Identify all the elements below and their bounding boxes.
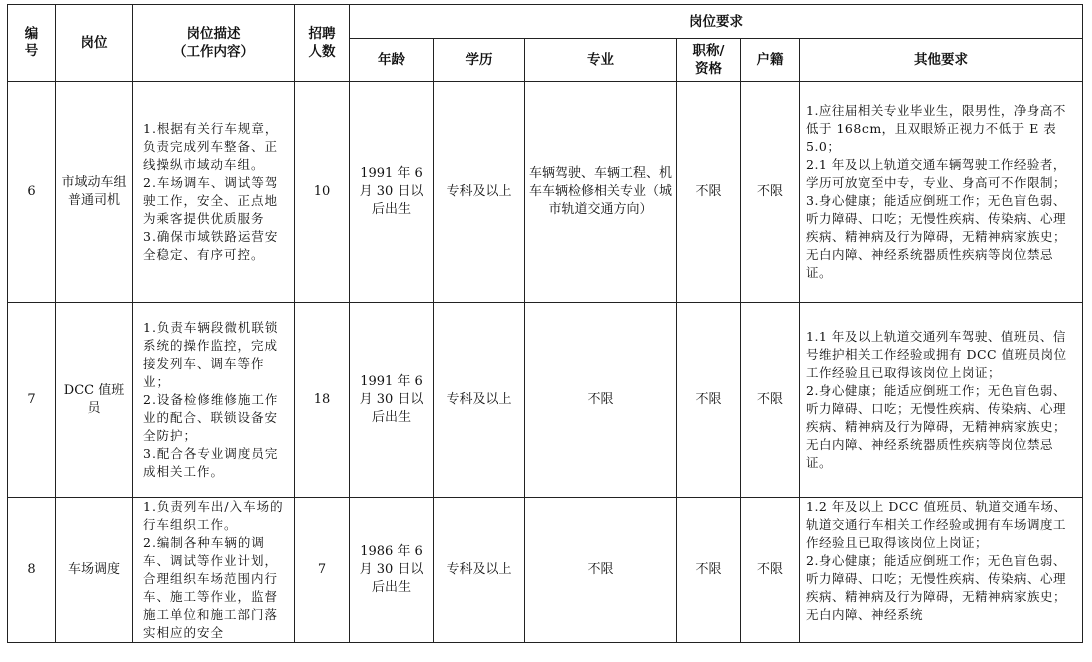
cell-hukou: 不限 <box>741 82 800 303</box>
cell-desc: 1.负责列车出/入车场的行车组织工作。 2.编制各种车辆的调车、调试等作业计划，合理组织车场范围内行车、施工等作业，监督施工单位和施工部门落实相应的安全 <box>133 498 295 643</box>
header-hukou: 户籍 <box>741 39 800 82</box>
cell-count: 7 <box>295 498 350 643</box>
table-row <box>8 303 1083 498</box>
cell-post: 车场调度 <box>56 498 133 643</box>
cell-other: 1.2 年及以上 DCC 值班员、轨道交通车场、轨道交通行车相关工作经验或拥有车场调度工作经验且已取得该岗位上岗证； 2.身心健康；能适应倒班工作；无色盲色弱、听力障碍、口吃；无慢性疾病、传染病、心理疾病、精神病及行为障碍，无精神病家族史；无白内障、神经系统 <box>800 498 1083 643</box>
header-count: 招聘 人数 <box>295 5 350 82</box>
cell-other: 1.1 年及以上轨道交通列车驾驶、值班员、信号维护相关工作经验或拥有 DCC 值班员岗位工作经验且已取得该岗位上岗证； 2.身心健康；能适应倒班工作；无色盲色弱、听力障碍、口吃；无慢性疾病、传染病、心理疾病、精神病及行为障碍，无精神病家族史；无白内障、神经系统器质性疾病等岗位禁忌证。 <box>800 303 1083 498</box>
cell-desc: 1.负责车辆段微机联锁系统的操作监控，完成接发列车、调车等作业； 2.设备检修维修施工作业的配合、联锁设备安全防护； 3.配合各专业调度员完成相关工作。 <box>133 303 295 498</box>
cell-major: 不限 <box>525 303 677 498</box>
table-row <box>8 82 1083 303</box>
cell-other: 1.应往届相关专业毕业生，限男性，净身高不低于 168cm，且双眼矫正视力不低于 E 表 5.0； 2.1 年及以上轨道交通车辆驾驶工作经验者，学历可放宽至中专，专业、身高可不作限制； 3.身心健康；能适应倒班工作；无色盲色弱、听力障碍、口吃；无慢性疾病、传染病、心理疾病、精神病及行为障碍，无精神病家族史；无白内障、神经系统器质性疾病等岗位禁忌证。 <box>800 82 1083 303</box>
header-requirements: 岗位要求 <box>350 5 1083 39</box>
cell-title: 不限 <box>677 82 741 303</box>
cell-education: 专科及以上 <box>434 82 525 303</box>
cell-title: 不限 <box>677 303 741 498</box>
header-other: 其他要求 <box>800 39 1083 82</box>
header-title: 职称/ 资格 <box>677 39 741 82</box>
cell-major: 车辆驾驶、车辆工程、机车车辆检修相关专业（城市轨道交通方向） <box>525 82 677 303</box>
header-no: 编号 <box>8 5 56 82</box>
cell-no: 8 <box>8 498 56 643</box>
cell-hukou: 不限 <box>741 303 800 498</box>
cell-age: 1991 年 6 月 30 日以后出生 <box>350 82 434 303</box>
header-major: 专业 <box>525 39 677 82</box>
cell-count: 10 <box>295 82 350 303</box>
cell-education: 专科及以上 <box>434 303 525 498</box>
cell-hukou: 不限 <box>741 498 800 643</box>
cell-desc: 1.根据有关行车规章，负责完成列车整备、正线操纵市域动车组。 2.车场调车、调试等驾驶工作，安全、正点地为乘客提供优质服务 3.确保市域铁路运营安全稳定、有序可控。 <box>133 82 295 303</box>
cell-major: 不限 <box>525 498 677 643</box>
cell-count: 18 <box>295 303 350 498</box>
cell-post: 市域动车组普通司机 <box>56 82 133 303</box>
cell-no: 7 <box>8 303 56 498</box>
header-desc: 岗位描述 （工作内容） <box>133 5 295 82</box>
cell-age: 1986 年 6 月 30 日以后出生 <box>350 498 434 643</box>
recruitment-table <box>7 4 1083 643</box>
table-row <box>8 498 1083 643</box>
cell-no: 6 <box>8 82 56 303</box>
header-education: 学历 <box>434 39 525 82</box>
cell-title: 不限 <box>677 498 741 643</box>
header-post: 岗位 <box>56 5 133 82</box>
cell-education: 专科及以上 <box>434 498 525 643</box>
header-age: 年龄 <box>350 39 434 82</box>
cell-post: DCC 值班员 <box>56 303 133 498</box>
cell-age: 1991 年 6 月 30 日以后出生 <box>350 303 434 498</box>
